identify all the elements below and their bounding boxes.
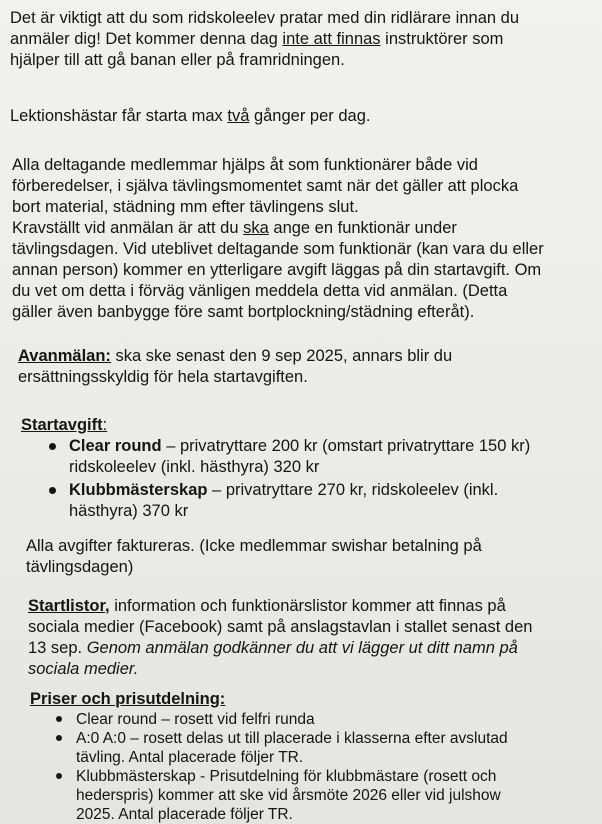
bullet-icon <box>56 735 62 741</box>
cancellation-line-2: ersättningsskyldig för hela startavgiften. <box>18 368 308 386</box>
intro-line-3: hjälper till att gå banan eller på framridningen. <box>10 51 345 69</box>
fees-item-2-line-2: hästhyra) 370 kr <box>69 502 189 520</box>
intro-line-2 <box>10 29 602 50</box>
cancellation-label: Avanmälan: <box>18 347 111 365</box>
fees-heading-text: Startavgift <box>21 416 103 434</box>
bullet-icon <box>56 773 62 779</box>
intro-emphasis: inte att finnas <box>282 30 381 48</box>
lesson-emphasis: två <box>227 107 250 125</box>
lesson-b: gånger per dag. <box>249 107 371 125</box>
startlists-line-4: sociala medier. <box>28 660 139 678</box>
volunteers-line-5: tävlingsdagen. Vid uteblivet deltagande som funktionär (kan vara du eller <box>12 240 544 258</box>
startlists-paragraph <box>28 596 602 680</box>
prizes-section <box>30 689 602 824</box>
bullet-icon <box>49 443 56 450</box>
fees-item-2-line-1 <box>69 480 602 501</box>
fees-item-clear-round <box>21 436 602 478</box>
intro-line-2-b: instruktörer som <box>380 30 504 48</box>
prizes-item-2-line-2: tävling. Antal placerade följer TR. <box>76 749 304 766</box>
fees-item-1-line-1 <box>69 436 602 457</box>
fees-section <box>21 415 602 522</box>
invoice-line-2: tävlingsdagen) <box>26 558 134 576</box>
volunteers-emphasis: ska <box>243 219 269 237</box>
volunteers-line-1: Alla deltagande medlemmar hjälps åt som funktionärer både vid <box>12 156 478 174</box>
fees-item-club-championship <box>21 480 602 522</box>
prizes-item-clear-round <box>30 710 602 729</box>
startlists-label: Startlistor, <box>28 597 110 615</box>
startlists-text-1: information och funktionärslistor kommer att finnas på <box>109 597 506 615</box>
prizes-item-3-line-2: hederspris) kommer att ske vid årsmöte 2026 eller vid julshow <box>76 787 501 804</box>
volunteers-line-2: förberedelser, i själva tävlingsmomentet samt när det gäller att plocka <box>12 177 519 195</box>
volunteers-line-4-b: ange en funktionär under <box>268 219 457 237</box>
lesson-a: Lektionshästar får starta max <box>10 107 228 125</box>
volunteers-paragraph <box>12 155 602 323</box>
cancellation-line-1 <box>18 346 602 367</box>
fees-item-1-title: Clear round <box>69 437 162 455</box>
prizes-item-1-line-1: Clear round – rosett vid felfri runda <box>76 711 315 728</box>
invoice-paragraph <box>26 536 602 578</box>
cancellation-paragraph <box>18 346 602 388</box>
startlists-line-1 <box>28 596 602 617</box>
volunteers-line-3: bort material, städning mm efter tävlingens slut. <box>12 198 359 216</box>
fees-heading <box>21 415 602 436</box>
startlists-line-3 <box>28 638 602 659</box>
prizes-item-2-line-1: A:0 A:0 – rosett delas ut till placerade i klasserna efter avslutad <box>76 730 508 747</box>
lesson-line <box>10 106 602 127</box>
startlists-line-3-a: 13 sep. <box>28 639 87 657</box>
bullet-icon <box>49 487 56 494</box>
invoice-line-1: Alla avgifter faktureras. (Icke medlemmar swishar betalning på <box>26 537 482 555</box>
prizes-item-club-championship <box>30 767 602 824</box>
cancellation-text-1: ska ske senast den 9 sep 2025, annars blir du <box>110 347 453 365</box>
intro-line-1: Det är viktigt att du som ridskoleelev pratar med din ridlärare innan du <box>10 9 519 27</box>
volunteers-line-6: annan person) kommer en ytterligare avgift läggas på din startavgift. Om <box>12 261 542 279</box>
intro-paragraph <box>10 8 602 71</box>
volunteers-line-4-a: Kravställt vid anmälan är att du <box>12 219 244 237</box>
volunteers-line-4 <box>12 218 602 239</box>
lesson-horses-paragraph <box>10 106 602 127</box>
prizes-item-3-line-1: Klubbmästerskap - Prisutdelning för klubbmästare (rosett och <box>76 768 497 785</box>
startlists-line-2: sociala medier (Facebook) samt på anslagstavlan i stallet senast den <box>28 618 533 636</box>
intro-line-2-a: anmäler dig! Det kommer denna dag <box>10 30 283 48</box>
prizes-heading: Priser och prisutdelning: <box>30 690 226 708</box>
bullet-icon <box>56 716 62 722</box>
prizes-item-3-line-3: 2025. Antal placerade följer TR. <box>76 806 293 823</box>
startlists-line-3-italic: Genom anmälan godkänner du att vi lägger ut ditt namn på <box>86 639 518 657</box>
fees-item-1-rest: – privatryttare 200 kr (omstart privatryttare 150 kr) <box>161 437 531 455</box>
prizes-item-a0 <box>30 729 602 767</box>
fees-item-1-line-2: ridskoleelev (inkl. hästhyra) 320 kr <box>69 458 320 476</box>
fees-heading-colon: : <box>102 416 108 434</box>
fees-item-2-title: Klubbmästerskap <box>69 481 208 499</box>
volunteers-line-7: du vet om detta i förväg vänligen meddela detta vid anmälan. (Detta <box>12 282 508 300</box>
fees-item-2-rest: – privatryttare 270 kr, ridskoleelev (inkl. <box>207 481 499 499</box>
volunteers-line-8: gäller även banbygge före samt bortplockning/städning efteråt). <box>12 303 475 321</box>
